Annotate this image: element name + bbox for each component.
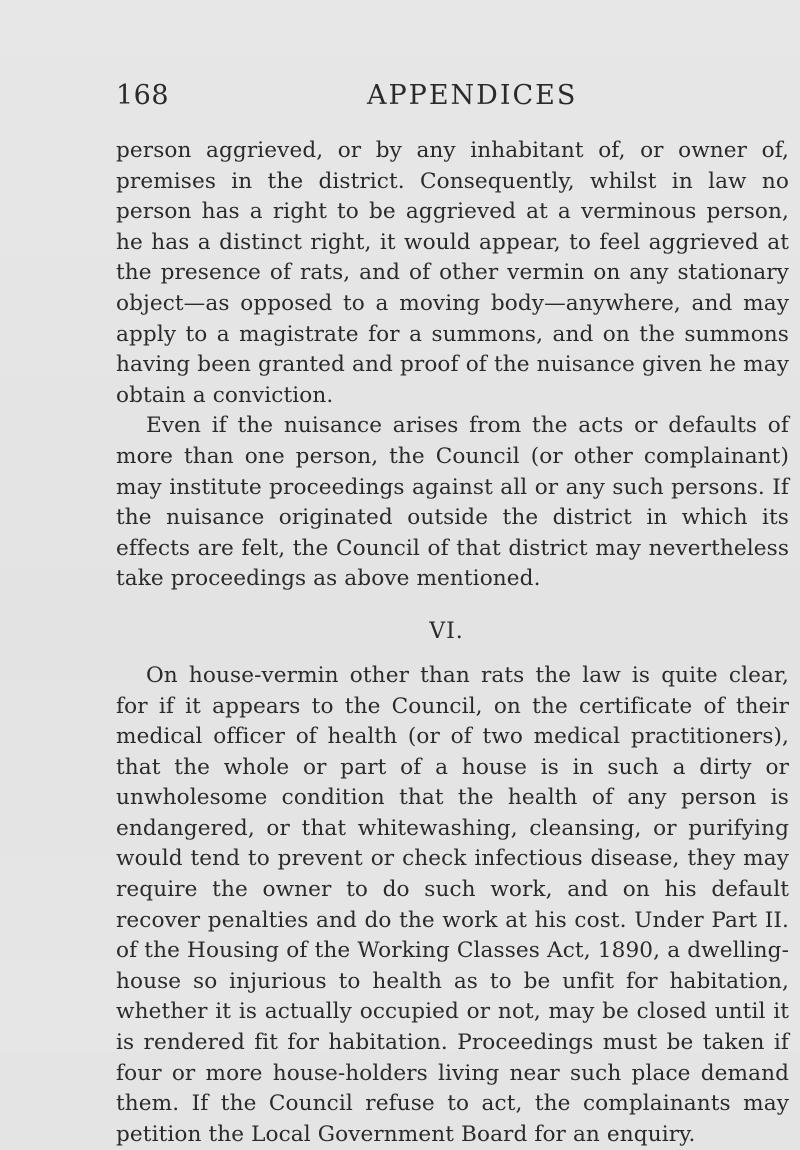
page-header <box>116 80 716 120</box>
page-number: 168 <box>116 80 170 111</box>
section-number: VI. <box>429 618 464 644</box>
paragraph-house-vermin: On house-vermin other than rats the law is quite clear, for if it appears to the Council, on the certificate of their medical officer of health (or of two medical practitioners), that the whole or part of a house is in such a dirty or unwholesome condition that the health of any person is endangered, or that whitewashing, cleansing, or purifying would tend to prevent or check infectious disease, they may require the owner to do such work, and on his default recover penalties and do the work at his cost. Under Part II. of the Housing of the Working Classes Act, 1890, a dwelling-house so injurious to health as to be unfit for habitation, whether it is actually occupied or not, may be closed until it is rendered fit for habitation. Proceedings must be taken if four or more house-holders living near such place demand them. If the Council refuse to act, the complainants may petition the Local Government Board for an enquiry. <box>116 662 789 1147</box>
paragraph-nuisance-acts: Even if the nuisance arises from the acts or defaults of more than one person, the Council (or other complainant) may institute proceedings against all or any such persons. If the nuisance originated outside the district in which its effects are felt, the Council of that district may nevertheless take proceedings as above mentioned. <box>116 413 789 592</box>
body-text <box>116 136 789 1150</box>
running-head: APPENDICES <box>367 80 578 111</box>
paragraph-continued: person aggrieved, or by any inhabitant of, or owner of, premises in the district. Consequently, whilst in law no person has a right to be aggrieved at a verminous person, he has a distinct right, it would appear, to feel aggrieved at the presence of rats, and of other vermin on any stationary object—as opposed to a moving body—anywhere, and may apply to a magistrate for a summons, and on the summons having been granted and proof of the nuisance given he may obtain a conviction. <box>116 138 789 408</box>
